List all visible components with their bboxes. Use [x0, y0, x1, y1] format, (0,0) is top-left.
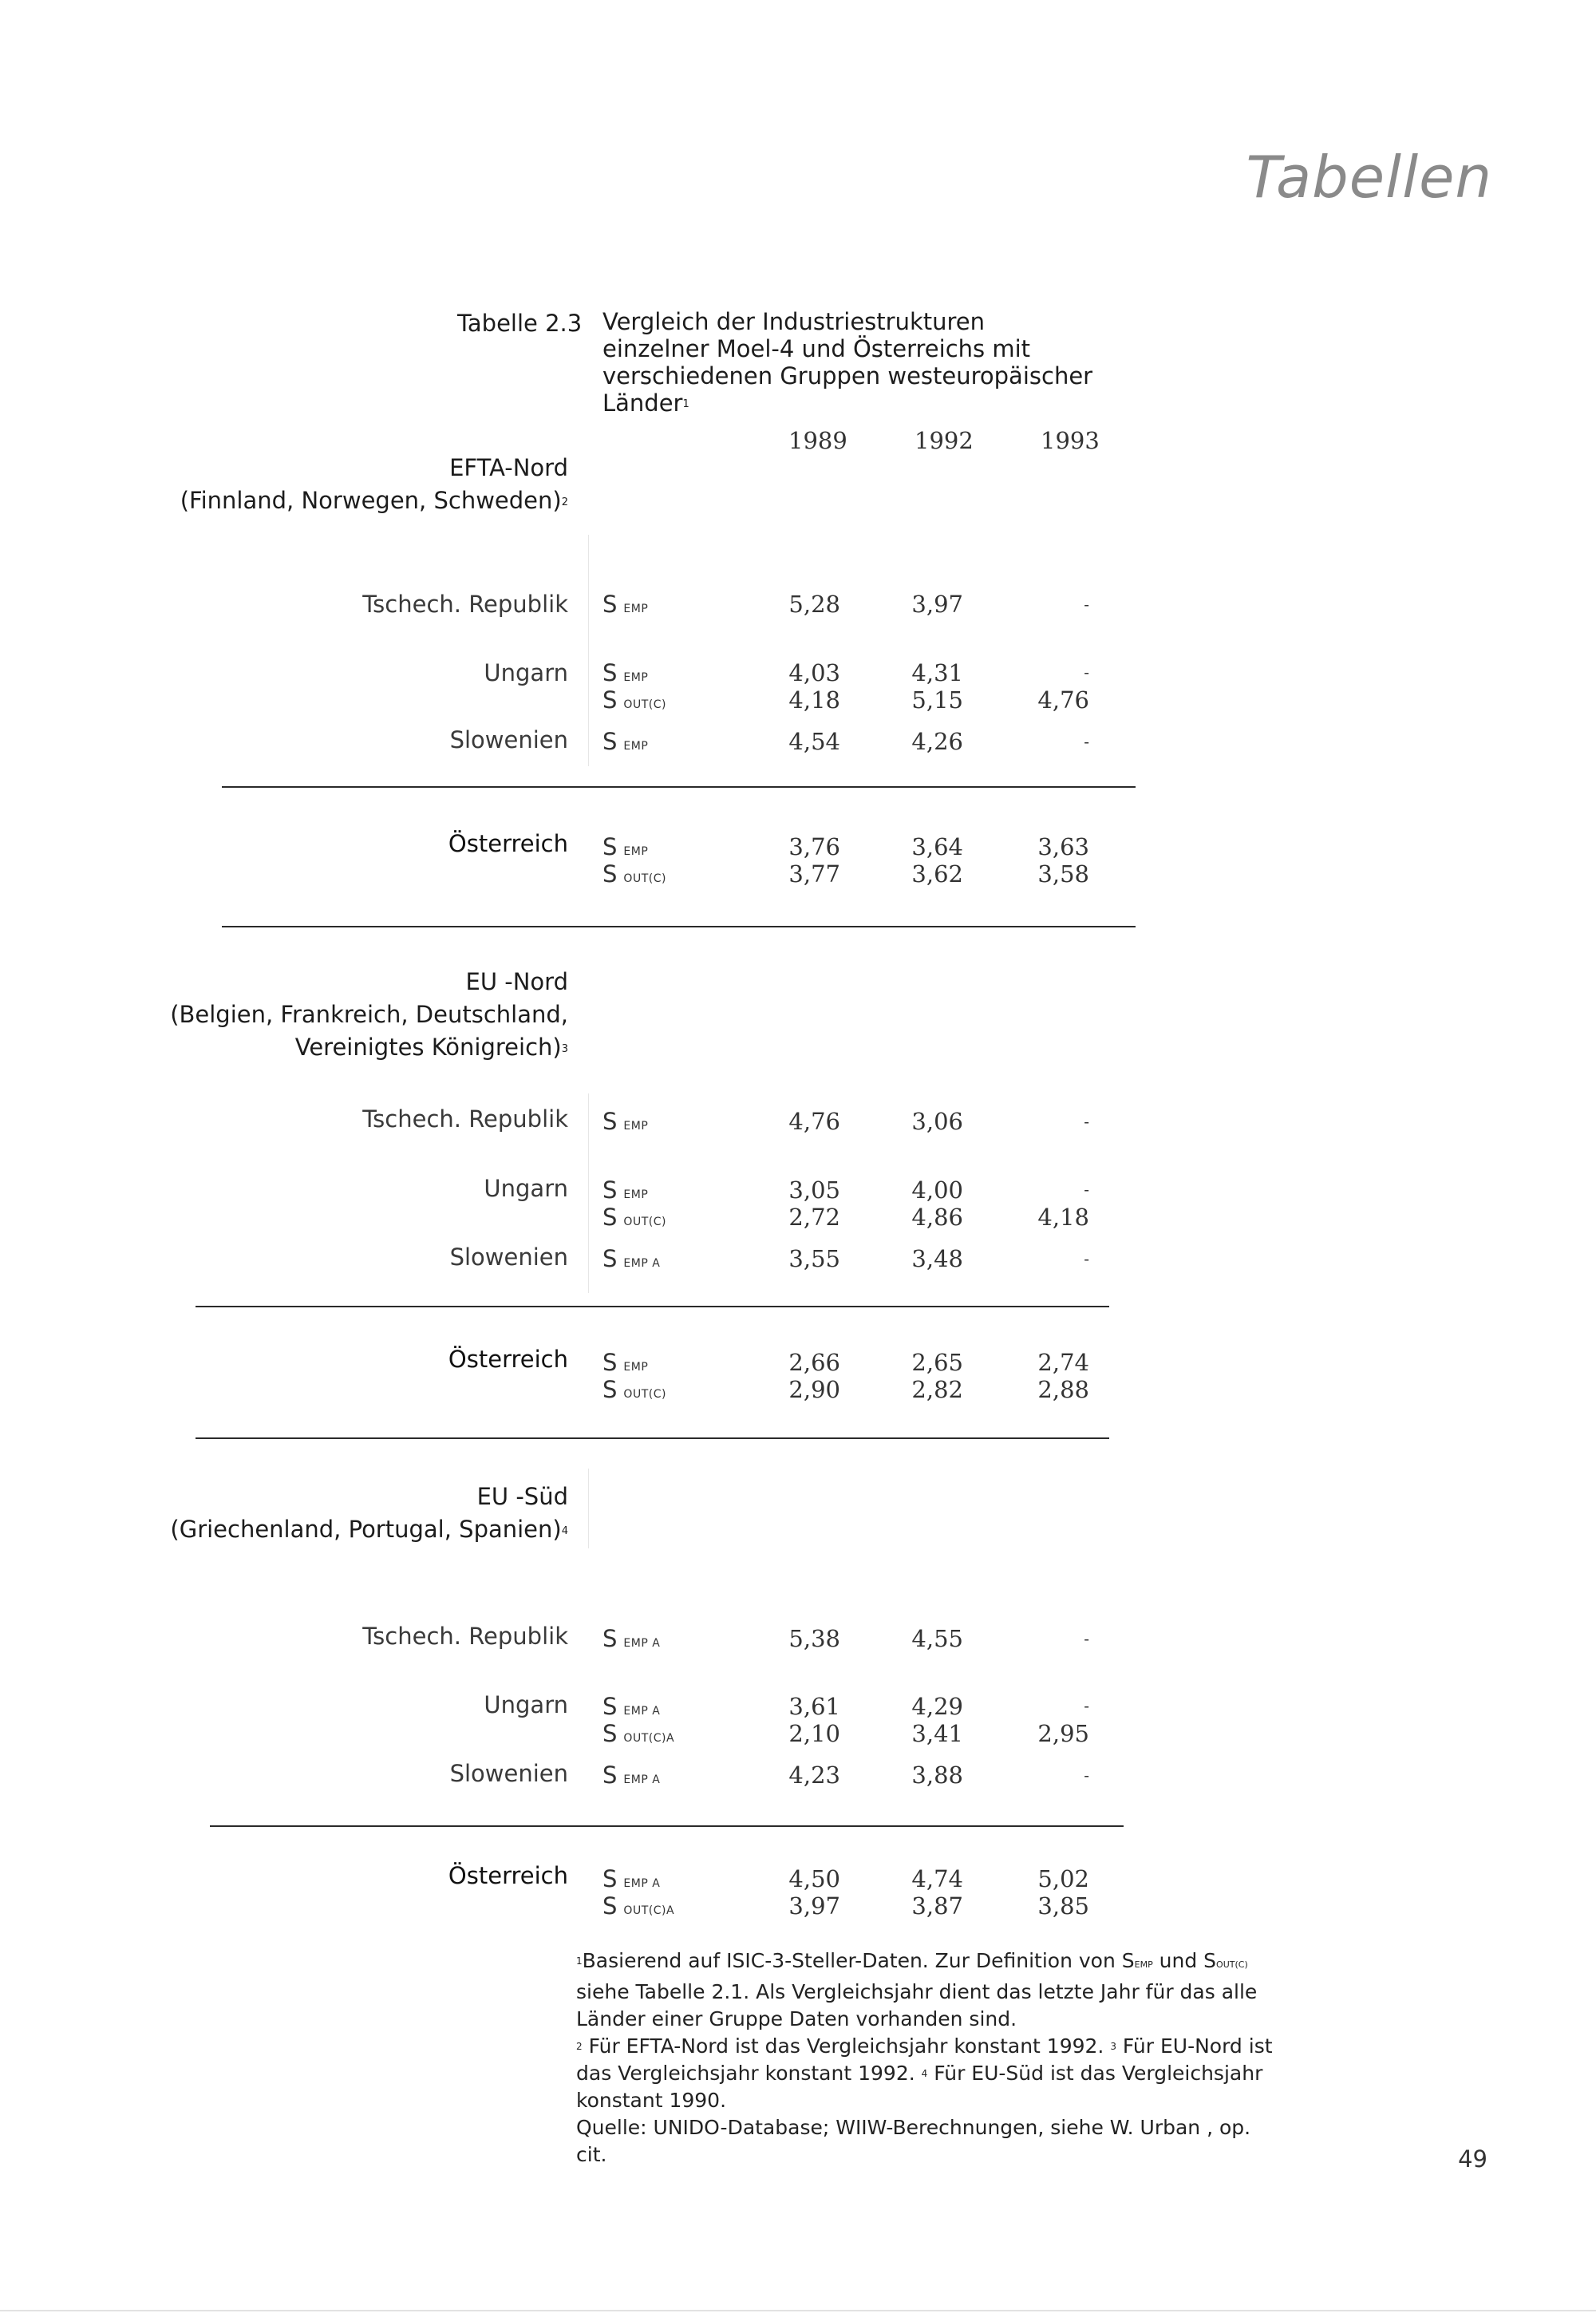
symbol-s-emp-a: SEMP A [602, 1761, 661, 1789]
footnote-1: $^1$Basierend auf ISIC-3-Steller-Daten. Zur Definition von SEMP und SOUT(C) siehe Tabelle 2.1. Als Vergleichsjahr dient das letzte Jahr für das alle Länder einer Gruppe Daten vorhanden sind. [576, 1949, 1258, 2030]
source-note: Quelle: UNIDO-Database; WIIW-Berechnungen, siehe W. Urban , op. cit. [576, 2116, 1251, 2166]
table-cell: 3,76 [788, 833, 840, 860]
symbol-s-out-a: SOUT(C)A [602, 1892, 675, 1920]
table-cell: 2,82 [911, 1376, 963, 1403]
table-cell: 5,15 [911, 686, 963, 714]
group-name: EFTA-Nord [449, 454, 568, 481]
column-guide [588, 1469, 589, 1548]
group-heading-efta-nord [180, 452, 568, 517]
table-cell: 2,72 [788, 1204, 840, 1231]
group-members: (Griechenland, Portugal, Spanien)$^4$ [170, 1516, 568, 1543]
table-footnotes [576, 1947, 1278, 2169]
table-cell: 5,38 [788, 1625, 840, 1652]
table-cell: 4,29 [911, 1693, 963, 1720]
table-cell: 4,18 [788, 686, 840, 714]
row-label-hungary: Ungarn [484, 1691, 568, 1718]
table-cell: 4,55 [911, 1625, 963, 1652]
group-members: (Finnland, Norwegen, Schweden)$^2$ [180, 487, 568, 514]
symbol-s-out: SOUT(C) [602, 860, 666, 888]
table-cell: 3,63 [1037, 833, 1089, 860]
table-cell: 4,31 [911, 659, 963, 686]
footnotes-2-4: $^2$ Für EFTA-Nord ist das Vergleichsjahr konstant 1992. $^3$ Für EU-Nord ist das Vergleichsjahr konstant 1992. $^4$ Für EU-Süd ist das Vergleichsjahr konstant 1990. [576, 2034, 1273, 2112]
table-title-footnote-mark: 1 [682, 398, 689, 410]
table-cell: 3,88 [911, 1761, 963, 1789]
symbol-s-emp: SEMP [602, 1349, 649, 1376]
table-cell: 3,97 [911, 591, 963, 618]
symbol-s-emp: SEMP [602, 1176, 649, 1204]
table-title [602, 308, 1097, 417]
divider-rule [222, 786, 1136, 788]
table-cell: 3,85 [1037, 1892, 1089, 1920]
table-cell: 2,10 [788, 1720, 840, 1747]
row-label-slovenia: Slowenien [449, 1244, 568, 1271]
symbol-s-out: SOUT(C) [602, 1376, 666, 1403]
section-title: Tabellen [1246, 144, 1492, 211]
table-cell: 4,26 [911, 728, 963, 755]
year-1993: 1993 [1041, 427, 1100, 454]
table-label: Tabelle 2.3 [457, 310, 583, 337]
divider-rule [210, 1825, 1124, 1827]
table-cell: 2,74 [1037, 1349, 1089, 1376]
row-label-czech: Tschech. Republik [362, 591, 568, 618]
table-cell: 5,28 [788, 591, 840, 618]
table-cell: 2,88 [1037, 1376, 1089, 1403]
table-cell: - [1084, 1249, 1089, 1268]
symbol-s-emp-a: SEMP A [602, 1693, 661, 1720]
row-label-austria: Österreich [448, 830, 568, 857]
table-cell: 4,00 [911, 1176, 963, 1204]
group-name: EU -Nord [465, 968, 568, 995]
table-cell: - [1084, 1696, 1089, 1715]
divider-rule [196, 1306, 1109, 1307]
group-members: (Belgien, Frankreich, Deutschland, [170, 1001, 568, 1028]
page-number: 49 [1458, 2145, 1487, 2173]
table-cell: 3,05 [788, 1176, 840, 1204]
table-cell: - [1084, 1629, 1089, 1648]
table-cell: 5,02 [1037, 1865, 1089, 1892]
table-cell: 4,50 [788, 1865, 840, 1892]
table-cell: 4,76 [788, 1108, 840, 1135]
year-1992: 1992 [915, 427, 974, 454]
table-cell: 3,41 [911, 1720, 963, 1747]
row-label-czech: Tschech. Republik [362, 1623, 568, 1650]
table-cell: 3,58 [1037, 860, 1089, 888]
row-label-hungary: Ungarn [484, 1175, 568, 1202]
table-cell: - [1084, 1180, 1089, 1199]
table-title-text: Vergleich der Industriestrukturen einzelner Moel-4 und Österreichs mit verschiedenen Gruppen westeuropäischer Länder [602, 308, 1093, 417]
symbol-s-out-a: SOUT(C)A [602, 1720, 675, 1747]
group-heading-eu-nord [170, 966, 568, 1064]
group-name: EU -Süd [476, 1483, 568, 1510]
table-cell: 3,62 [911, 860, 963, 888]
table-cell: - [1084, 732, 1089, 751]
symbol-s-emp-a: SEMP A [602, 1245, 661, 1272]
table-cell: 4,54 [788, 728, 840, 755]
table-cell: 4,74 [911, 1865, 963, 1892]
symbol-s-emp: SEMP [602, 833, 649, 860]
symbol-s-out: SOUT(C) [602, 686, 666, 714]
table-cell: 3,97 [788, 1892, 840, 1920]
table-cell: - [1084, 1765, 1089, 1785]
group-heading-eu-sued [170, 1481, 568, 1546]
table-cell: - [1084, 595, 1089, 614]
table-cell: 3,64 [911, 833, 963, 860]
table-cell: - [1084, 1112, 1089, 1131]
row-label-austria: Österreich [448, 1346, 568, 1373]
table-cell: 2,66 [788, 1349, 840, 1376]
divider-rule [222, 926, 1136, 927]
table-cell: 3,48 [911, 1245, 963, 1272]
table-cell: - [1084, 662, 1089, 682]
row-label-czech: Tschech. Republik [362, 1105, 568, 1133]
table-cell: 4,03 [788, 659, 840, 686]
year-1989: 1989 [788, 427, 847, 454]
symbol-s-emp: SEMP [602, 659, 649, 686]
table-cell: 4,76 [1037, 686, 1089, 714]
table-cell: 3,87 [911, 1892, 963, 1920]
symbol-s-emp: SEMP [602, 591, 649, 618]
row-label-slovenia: Slowenien [449, 726, 568, 753]
table-cell: 4,18 [1037, 1204, 1089, 1231]
column-guide [588, 1093, 589, 1293]
page-edge [0, 2310, 1596, 2311]
divider-rule [196, 1437, 1109, 1439]
symbol-s-emp: SEMP [602, 1108, 649, 1135]
row-label-slovenia: Slowenien [449, 1760, 568, 1787]
symbol-s-out: SOUT(C) [602, 1204, 666, 1231]
table-cell: 3,06 [911, 1108, 963, 1135]
row-label-austria: Österreich [448, 1862, 568, 1889]
symbol-s-emp-a: SEMP A [602, 1865, 661, 1892]
table-cell: 2,65 [911, 1349, 963, 1376]
table-cell: 3,61 [788, 1693, 840, 1720]
table-cell: 4,23 [788, 1761, 840, 1789]
table-cell: 2,90 [788, 1376, 840, 1403]
row-label-hungary: Ungarn [484, 659, 568, 686]
table-cell: 3,77 [788, 860, 840, 888]
table-cell: 4,86 [911, 1204, 963, 1231]
column-guide [588, 535, 589, 766]
symbol-s-emp-a: SEMP A [602, 1625, 661, 1652]
symbol-s-emp: SEMP [602, 728, 649, 755]
group-members: Vereinigtes Königreich)$^3$ [294, 1034, 568, 1061]
table-cell: 3,55 [788, 1245, 840, 1272]
table-cell: 2,95 [1037, 1720, 1089, 1747]
